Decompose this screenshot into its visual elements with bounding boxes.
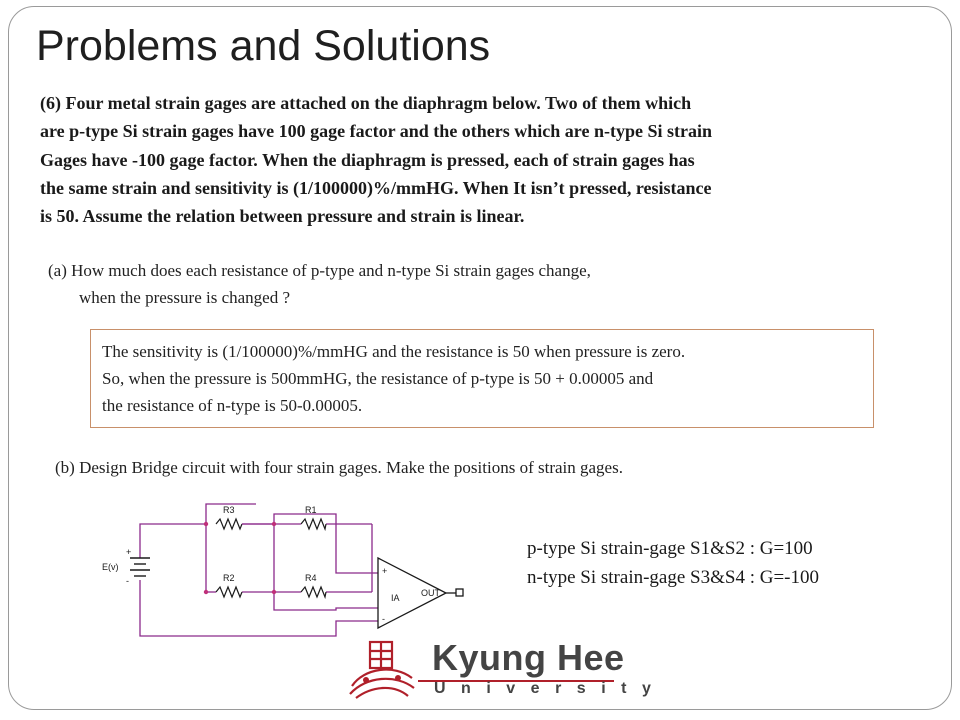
label-out: OUT: [421, 588, 440, 598]
problem-line: Gages have -100 gage factor. When the diaphragm is pressed, each of strain gages has: [40, 149, 695, 170]
bridge-circuit-diagram: [96, 488, 476, 648]
resistor-r1: [301, 519, 326, 529]
label-r3: R3: [223, 505, 235, 515]
label-amp-plus: +: [382, 566, 388, 576]
gage-p-type: p-type Si strain-gage S1&S2 : G=100: [527, 538, 813, 559]
question-a-line: (a) How much does each resistance of p-type and n-type Si strain gages change,: [48, 261, 591, 280]
label-r2: R2: [223, 573, 235, 583]
problem-line: are p-type Si strain gages have 100 gage factor and the others which are n-type Si strain: [40, 121, 712, 142]
university-subtitle: University: [434, 680, 667, 697]
label-source-minus: -: [126, 576, 129, 586]
resistor-r4: [301, 587, 326, 597]
answer-line: So, when the pressure is 500mmHG, the resistance of p-type is 50 + 0.00005 and: [102, 369, 654, 388]
problem-line: (6) Four metal strain gages are attached on the diaphragm below. Two of them which: [40, 93, 692, 113]
gage-n-type: n-type Si strain-gage S3&S4 : G=-100: [527, 567, 819, 588]
university-name: Kyung Hee: [432, 637, 625, 678]
label-amp: IA: [391, 593, 400, 603]
problem-statement: [40, 89, 940, 230]
gage-list: [527, 534, 819, 592]
answer-line: the resistance of n-type is 50-0.00005.: [102, 396, 363, 415]
label-source-plus: +: [126, 547, 132, 557]
resistor-r2: [216, 587, 242, 597]
label-r4: R4: [305, 573, 317, 583]
question-a: [48, 257, 908, 311]
problem-line: the same strain and sensitivity is (1/100000)%/mmHG. When It isn’t pressed, resistance: [40, 177, 712, 198]
problem-line: is 50. Assume the relation between pressure and strain is linear.: [40, 206, 525, 227]
university-emblem-icon: [346, 638, 418, 702]
label-r1: R1: [305, 505, 317, 515]
question-b: (b) Design Bridge circuit with four strain gages. Make the positions of strain gages.: [55, 458, 623, 477]
answer-box: [90, 329, 874, 428]
question-a-line: when the pressure is changed ?: [79, 288, 291, 307]
slide-title: Problems and Solutions: [36, 22, 491, 70]
resistor-r3: [216, 519, 242, 529]
label-source: E(v): [102, 562, 119, 572]
label-amp-minus: -: [382, 614, 385, 624]
answer-line: The sensitivity is (1/100000)%/mmHG and the resistance is 50 when pressure is zero.: [102, 342, 686, 361]
battery-source: [130, 558, 150, 576]
circuit-nodes: [204, 522, 276, 594]
